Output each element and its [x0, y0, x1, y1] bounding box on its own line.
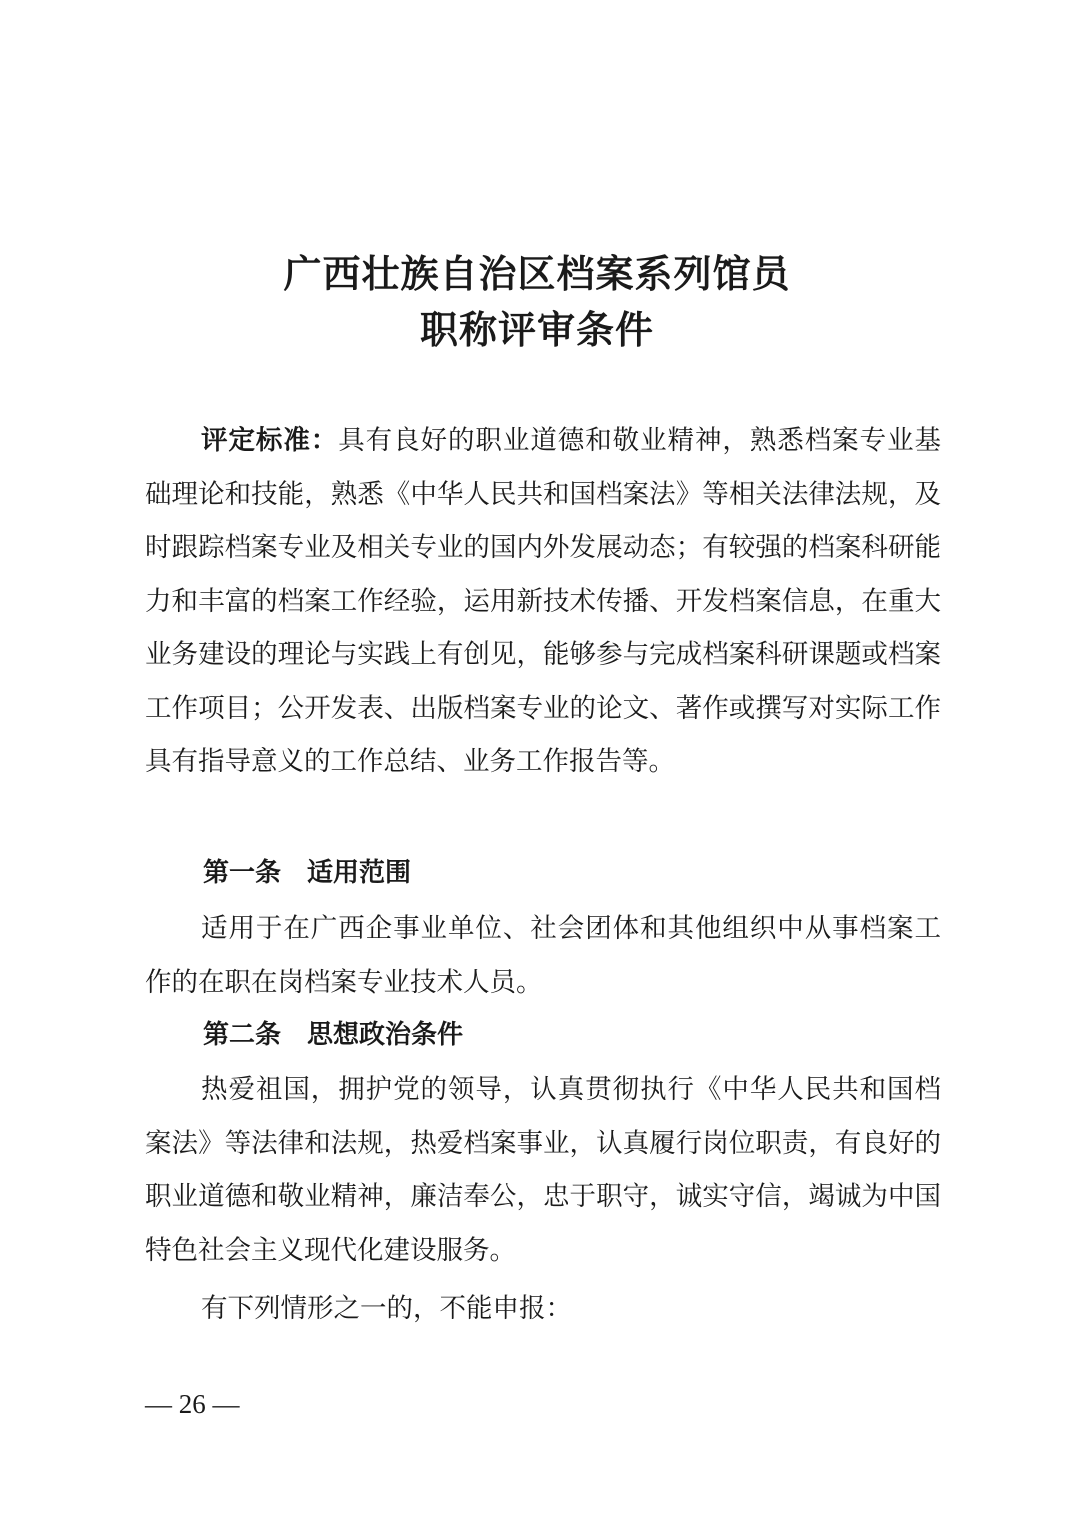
evaluation-standard-label: 评定标准：: [201, 425, 339, 456]
evaluation-standard-text: 具有良好的职业道德和敬业精神，熟悉档案专业基础理论和技能，熟悉《中华人民共和国档案法》等相关法律法规，及时跟踪档案专业及相关专业的国内外发展动态；有较强的档案科研能力和丰富的档案工作经验，运用新技术传播、开发档案信息，在重大业务建设的理论与实践上有创见，能够参与完成档案科研课题或档案工作项目；公开发表、出版档案专业的论文、著作或撰写对实际工作具有指导意义的工作总结、业务工作报告等。: [145, 425, 942, 777]
document-title-line-2: 职称评审条件: [419, 307, 654, 352]
page-number: — 26 —: [145, 1389, 240, 1419]
document-title-line-1: 广西壮族自治区档案系列馆员: [283, 251, 791, 296]
evaluation-standard-paragraph: [145, 414, 941, 789]
article-2-heading: 第二条 思想政治条件: [203, 1020, 464, 1050]
article-1-text: 适用于在广西企事业单位、社会团体和其他组织中从事档案工作的在职在岗档案专业技术人员。: [145, 913, 941, 998]
restriction-intro-text: 有下列情形之一的，不能申报：: [201, 1293, 572, 1324]
article-1-heading: 第一条 适用范围: [203, 858, 412, 888]
article-2-text: 热爱祖国，拥护党的领导，认真贯彻执行《中华人民共和国档案法》等法律和法规，热爱档案事业，认真履行岗位职责，有良好的职业道德和敬业精神，廉洁奉公，忠于职守，诚实守信，竭诚为中国特色社会主义现代化建设服务。: [145, 1074, 941, 1266]
